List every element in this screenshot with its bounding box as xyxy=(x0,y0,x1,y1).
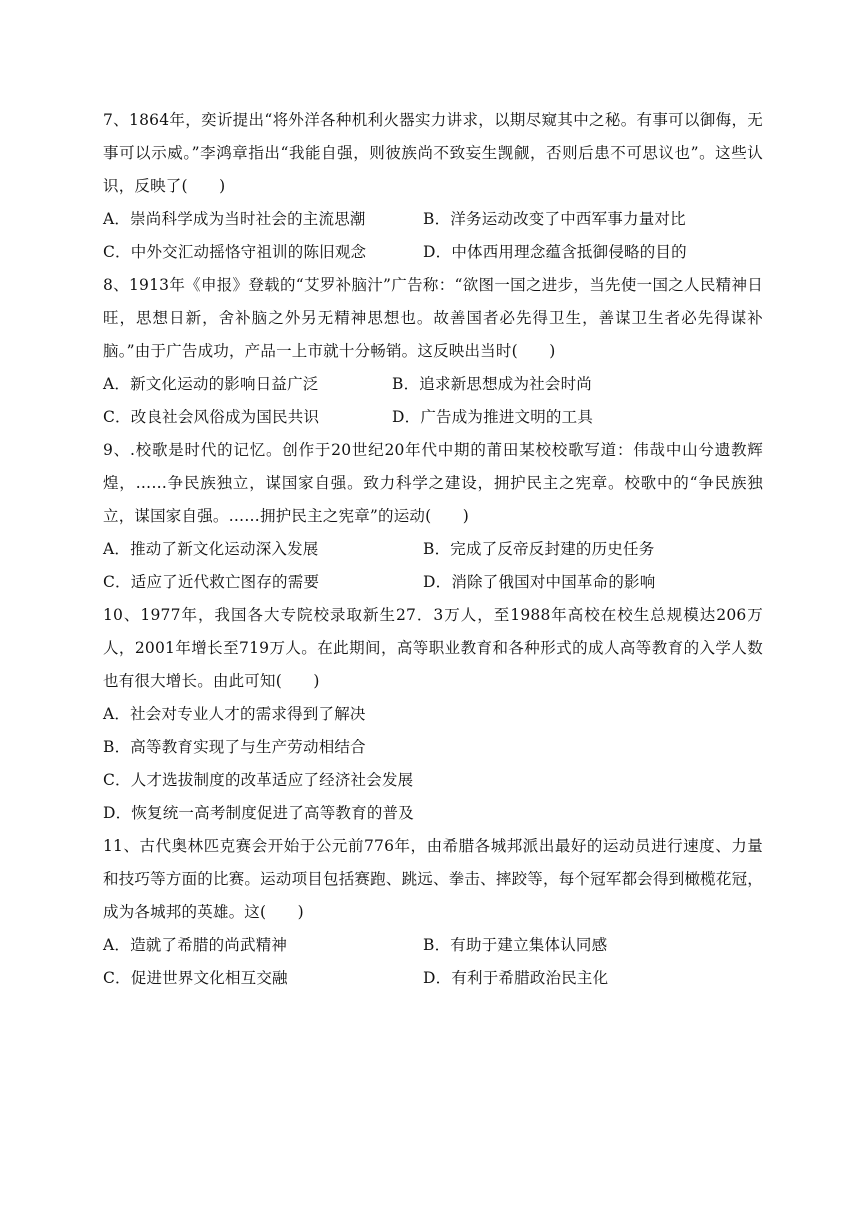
option-a: A．崇尚科学成为当时社会的主流思潮 xyxy=(103,210,366,228)
option-row xyxy=(103,236,763,269)
option-row xyxy=(103,566,763,599)
option-b: B．有助于建立集体认同感 xyxy=(423,936,608,954)
option-b: B．完成了反帝反封建的历史任务 xyxy=(423,540,655,558)
option-row xyxy=(103,533,763,566)
question-11 xyxy=(103,830,763,995)
question-stem: 8、1913年《申报》登载的“艾罗补脑汁”广告称：“欲图一国之进步，当先使一国之人民精神日旺，思想日新，舍补脑之外另无精神思想也。故善国者必先得卫生，善谋卫生者必先得谋补脑。”由于广告成功，产品一上市就十分畅销。这反映出当时( ) xyxy=(103,276,763,360)
option-d: D．恢复统一高考制度促进了高等教育的普及 xyxy=(103,804,414,822)
option-a: A．新文化运动的影响日益广泛 xyxy=(103,375,319,393)
option-d: D．广告成为推进文明的工具 xyxy=(392,408,594,426)
option-a: A．推动了新文化运动深入发展 xyxy=(103,540,319,558)
option-c: C．改良社会风俗成为国民共识 xyxy=(103,408,320,426)
option-c: C．中外交汇动摇恪守祖训的陈旧观念 xyxy=(103,243,367,261)
option-b: B．高等教育实现了与生产劳动相结合 xyxy=(103,738,366,756)
option-c: C．促进世界文化相互交融 xyxy=(103,969,288,987)
option-a: A．造就了希腊的尚武精神 xyxy=(103,936,288,954)
option-d: D．中体西用理念蕴含抵御侵略的目的 xyxy=(423,243,687,261)
option-b: B．洋务运动改变了中西军事力量对比 xyxy=(423,210,686,228)
option-row xyxy=(103,401,763,434)
question-stem: 9、.校歌是时代的记忆。创作于20世纪20年代中期的莆田某校校歌写道：伟哉中山兮遗教辉煌，……争民族独立，谋国家自强。致力科学之建设，拥护民主之宪章。校歌中的“争民族独立，谋国家自强。……拥护民主之宪章”的运动( ) xyxy=(103,441,763,525)
option-d: D．消除了俄国对中国革命的影响 xyxy=(423,573,656,591)
question-stem: 10、1977年，我国各大专院校录取新生27．3万人，至1988年高校在校生总规模达206万人，2001年增长至719万人。在此期间，高等职业教育和各种形式的成人高等教育的入学人数也有很大增长。由此可知( ) xyxy=(103,606,763,690)
question-9 xyxy=(103,434,763,599)
option-c: C．人才选拔制度的改革适应了经济社会发展 xyxy=(103,771,414,789)
option-row xyxy=(103,962,763,995)
option-a: A．社会对专业人才的需求得到了解决 xyxy=(103,705,366,723)
option-row xyxy=(103,368,763,401)
question-stem: 7、1864年，奕䜣提出“将外洋各种机利火器实力讲求，以期尽窥其中之秘。有事可以御侮，无事可以示威。”李鸿章指出“我能自强，则彼族尚不致妄生觊觎，否则后患不可思议也”。这些认识，反映了( ) xyxy=(103,111,763,195)
option-row xyxy=(103,203,763,236)
option-row xyxy=(103,929,763,962)
option-c: C．适应了近代救亡图存的需要 xyxy=(103,573,320,591)
option-b: B．追求新思想成为社会时尚 xyxy=(392,375,592,393)
question-8 xyxy=(103,269,763,434)
question-7 xyxy=(103,104,763,269)
exam-page xyxy=(103,104,763,995)
question-stem: 11、古代奥林匹克赛会开始于公元前776年，由希腊各城邦派出最好的运动员进行速度、力量和技巧等方面的比赛。运动项目包括赛跑、跳远、拳击、摔跤等，每个冠军都会得到橄榄花冠，成为各城邦的英雄。这( ) xyxy=(103,837,763,921)
question-10 xyxy=(103,599,763,830)
option-d: D．有利于希腊政治民主化 xyxy=(423,969,609,987)
